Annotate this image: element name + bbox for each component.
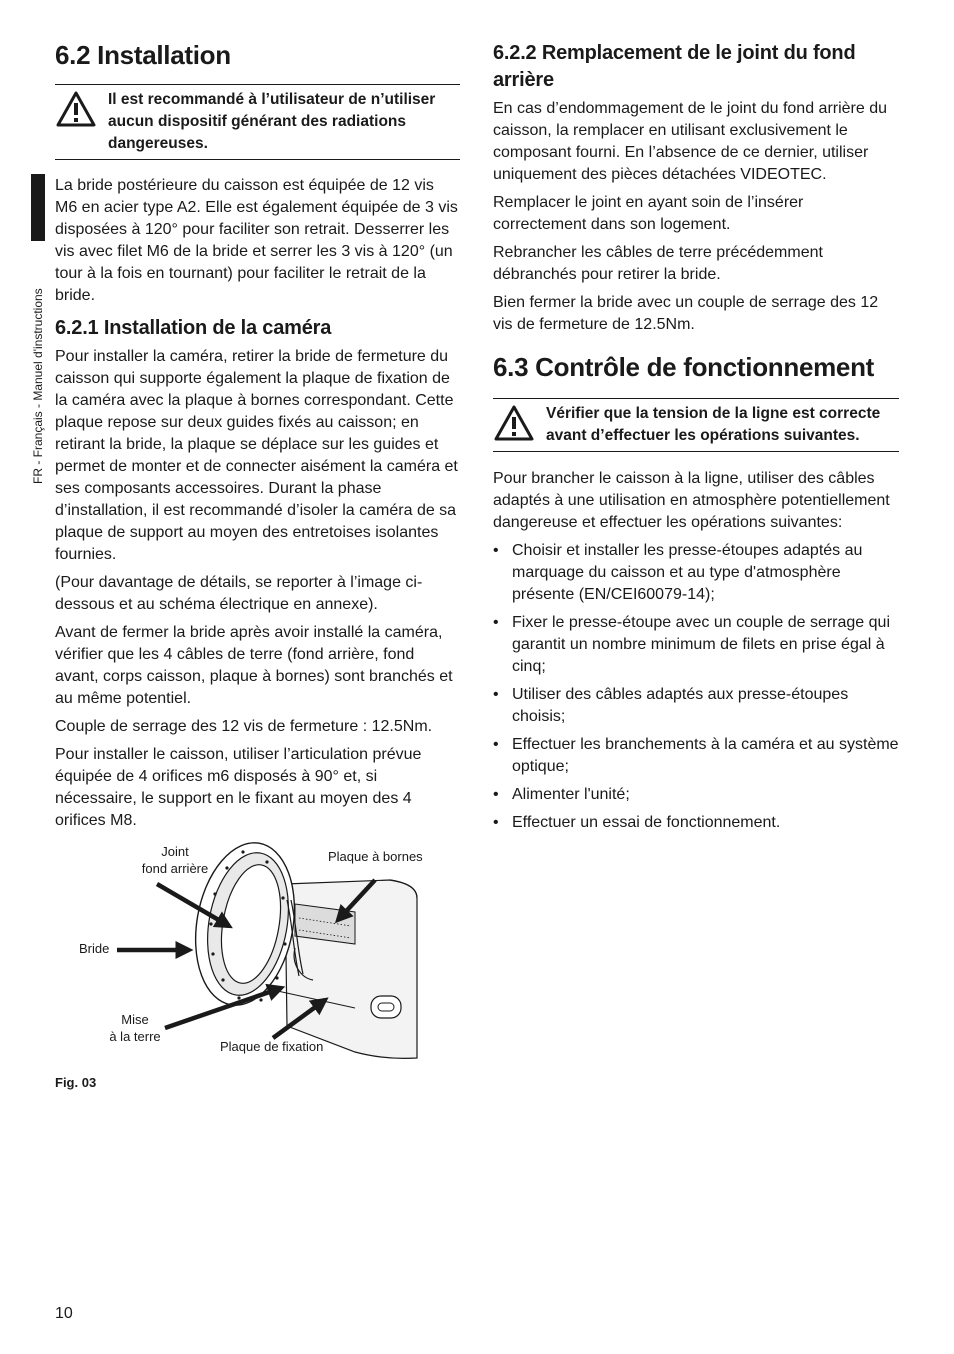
- body-paragraph: Remplacer le joint en ayant soin de l’insérer correctement dans son logement.: [493, 194, 804, 233]
- label-joint-line1: Joint: [161, 844, 189, 859]
- section-title-installation: 6.2 Installation: [55, 40, 231, 70]
- left-column: [55, 38, 460, 838]
- subsection-title-camera: 6.2.1 Installation de la caméra: [55, 317, 332, 339]
- warning-icon: [494, 405, 534, 441]
- body-paragraph: Couple de serrage des 12 vis de fermeture : 12.5Nm.: [55, 718, 433, 735]
- figure-housing: [55, 838, 460, 1068]
- intro-paragraph: Pour brancher le caisson à la ligne, utiliser des câbles adaptés à une utilisation en atmosphère potentiellement dangereuse et effectuer les opérations suivantes:: [493, 470, 890, 531]
- body-paragraph: En cas d’endommagement de le joint du fond arrière du caisson, la remplacer en utilisant exclusivement le composant fourni. En l’absence de ce dernier, utiliser uniquement des pièces détachées VIDEOTEC.: [493, 100, 888, 183]
- warning-text: Il est recommandé à l’utilisateur de n’utiliser aucun dispositif générant des radiations dangereuses.: [108, 91, 436, 152]
- list-item: • Effectuer les branchements à la caméra et au système optique;: [493, 734, 899, 778]
- section-title-controle: 6.3 Contrôle de fonctionnement: [493, 352, 875, 382]
- warning-icon: [56, 91, 96, 127]
- sidebar-marker: [31, 174, 45, 241]
- body-paragraph: (Pour davantage de détails, se reporter à l’image ci-dessous et au schéma électrique en annexe).: [55, 574, 423, 613]
- label-plaque-bornes: Plaque à bornes: [328, 849, 423, 864]
- list-item: • Choisir et installer les presse-étoupes adaptés au marquage du caisson et au type d'atmosphère présente (EN/CEI60079-14);: [493, 540, 899, 606]
- body-paragraph: Rebrancher les câbles de terre précédemment débranchés pour retirer la bride.: [493, 244, 823, 283]
- figure-caption: Fig. 03: [55, 1075, 97, 1090]
- warning-box: [493, 398, 899, 452]
- list-item: • Effectuer un essai de fonctionnement.: [493, 812, 899, 834]
- intro-paragraph: La bride postérieure du caisson est équipée de 12 vis M6 en acier type A2. Elle est également équipée de 3 vis disposées à 120° pour faciliter son retrait. Desserrer les vis avec filet M6 de la bride et serrer les 3 vis à 120° (un tour à la fois en tournant) pour faciliter le retrait de la bride.: [55, 177, 458, 304]
- body-paragraph: Bien fermer la bride avec un couple de serrage des 12 vis de fermeture de 12.5Nm.: [493, 294, 879, 333]
- warning-box: [55, 84, 460, 160]
- body-paragraph: Avant de fermer la bride après avoir installé la caméra, vérifier que les 4 câbles de terre (fond arrière, fond avant, corps caisson, plaque à bornes) sont branchés et au même potentiel.: [55, 624, 453, 707]
- warning-text: Vérifier que la tension de la ligne est correcte avant d’effectuer les opérations suivantes.: [546, 405, 881, 444]
- subsection-title-joint: 6.2.2 Remplacement de le joint du fond arrière: [493, 42, 856, 91]
- page-number: 10: [55, 1305, 73, 1322]
- sidebar-text: FR - Français - Manuel d'instructions: [31, 288, 45, 484]
- body-paragraph: Pour installer le caisson, utiliser l’articulation prévue équipée de 4 orifices m6 disposés à 90° et, si nécessaire, le support en le fixant au moyen des 4 orifices M8.: [55, 746, 422, 829]
- body-paragraph: Pour installer la caméra, retirer la bride de fermeture du caisson qui supporte également la plaque de fixation de la caméra avec la plaque à bornes correspondant. Cette plaque repose sur deux guides fixés au caisson; en retirant la bride, la plaque se déplace sur les guides et permet de monter et de connecter aisément la caméra et ses composants accessoires. Durant la phase d’installation, il est recommandé d’isoler la caméra de sa plaque de support au moyen des entretoises isolantes fournies.: [55, 348, 458, 563]
- label-plaque-fixation: Plaque de fixation: [220, 1039, 324, 1054]
- right-column: [493, 38, 899, 840]
- label-joint-line2: fond arrière: [141, 861, 209, 876]
- list-item: • Utiliser des câbles adaptés aux presse-étoupes choisis;: [493, 684, 899, 728]
- label-mise-line2: à la terre: [109, 1029, 161, 1044]
- label-bride: Bride: [79, 941, 110, 956]
- operations-list: [493, 540, 899, 834]
- list-item: • Fixer le presse-étoupe avec un couple de serrage qui garantit un nombre minimum de filets en prise égal à cinq;: [493, 612, 899, 678]
- list-item: • Alimenter l'unité;: [493, 784, 899, 806]
- label-mise-line1: Mise: [121, 1012, 149, 1027]
